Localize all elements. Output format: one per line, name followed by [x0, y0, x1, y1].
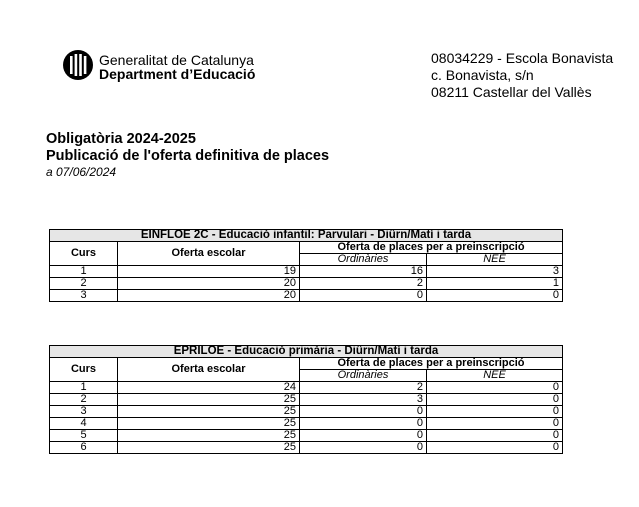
cell-oferta: 25	[118, 406, 300, 418]
cell-curs: 1	[50, 266, 118, 278]
table-row	[50, 278, 563, 290]
school-line-2: c. Bonavista, s/n	[431, 67, 534, 83]
cell-curs: 6	[50, 442, 118, 454]
cell-nee: 0	[427, 406, 563, 418]
school-line-1: 08034229 - Escola Bonavista	[431, 50, 614, 66]
organization-name	[99, 53, 255, 81]
cell-curs: 5	[50, 430, 118, 442]
table-caption: EPRILOE - Educació primària - Diürn/Matí i tarda	[50, 346, 563, 358]
cell-oferta: 25	[118, 430, 300, 442]
cell-curs: 3	[50, 290, 118, 302]
cell-ordinaries: 0	[300, 430, 427, 442]
cell-nee: 0	[427, 442, 563, 454]
cell-oferta: 24	[118, 382, 300, 394]
cell-oferta: 20	[118, 278, 300, 290]
table-row	[50, 382, 563, 394]
cell-curs: 2	[50, 394, 118, 406]
cell-ordinaries: 0	[300, 418, 427, 430]
header-curs: Curs	[50, 358, 118, 382]
org-line-1: Generalitat de Catalunya	[99, 52, 254, 68]
cell-nee: 3	[427, 266, 563, 278]
header-nee: NEE	[427, 254, 563, 266]
cell-oferta: 25	[118, 442, 300, 454]
cell-ordinaries: 0	[300, 442, 427, 454]
table-row	[50, 442, 563, 454]
table-row	[50, 430, 563, 442]
cell-ordinaries: 0	[300, 290, 427, 302]
cell-curs: 2	[50, 278, 118, 290]
cell-nee: 0	[427, 418, 563, 430]
cell-oferta: 25	[118, 394, 300, 406]
cell-ordinaries: 2	[300, 382, 427, 394]
cell-curs: 4	[50, 418, 118, 430]
school-line-3: 08211 Castellar del Vallès	[431, 84, 592, 100]
document-titles	[46, 131, 329, 180]
table-primaria	[49, 345, 563, 454]
header-preinscripcio: Oferta de places per a preinscripció	[300, 358, 563, 370]
cell-nee: 0	[427, 382, 563, 394]
cell-ordinaries: 16	[300, 266, 427, 278]
cell-nee: 0	[427, 430, 563, 442]
cell-nee: 0	[427, 394, 563, 406]
cell-curs: 3	[50, 406, 118, 418]
table-infantil	[49, 229, 563, 302]
header-preinscripcio: Oferta de places per a preinscripció	[300, 242, 563, 254]
cell-oferta: 25	[118, 418, 300, 430]
generalitat-logo-icon	[62, 49, 94, 81]
header-curs: Curs	[50, 242, 118, 266]
cell-ordinaries: 2	[300, 278, 427, 290]
header-oferta: Oferta escolar	[118, 358, 300, 382]
header-nee: NEE	[427, 370, 563, 382]
header-ordinaries: Ordinàries	[300, 370, 427, 382]
table-row	[50, 290, 563, 302]
cell-oferta: 20	[118, 290, 300, 302]
org-line-2: Department d’Educació	[99, 66, 256, 82]
cell-ordinaries: 3	[300, 394, 427, 406]
table-row	[50, 394, 563, 406]
title-line-2: Publicació de l'oferta definitiva de places	[46, 148, 330, 164]
table-row	[50, 266, 563, 278]
table-caption: EINFLOE 2C - Educació infantil: Parvulari - Diürn/Matí i tarda	[50, 230, 563, 242]
title-line-1: Obligatòria 2024-2025	[46, 131, 196, 147]
cell-curs: 1	[50, 382, 118, 394]
cell-ordinaries: 0	[300, 406, 427, 418]
header-ordinaries: Ordinàries	[300, 254, 427, 266]
cell-nee: 0	[427, 290, 563, 302]
school-address	[431, 50, 613, 101]
cell-oferta: 19	[118, 266, 300, 278]
header-oferta: Oferta escolar	[118, 242, 300, 266]
table-row	[50, 406, 563, 418]
publication-date: a 07/06/2024	[46, 165, 117, 179]
table-row	[50, 418, 563, 430]
cell-nee: 1	[427, 278, 563, 290]
